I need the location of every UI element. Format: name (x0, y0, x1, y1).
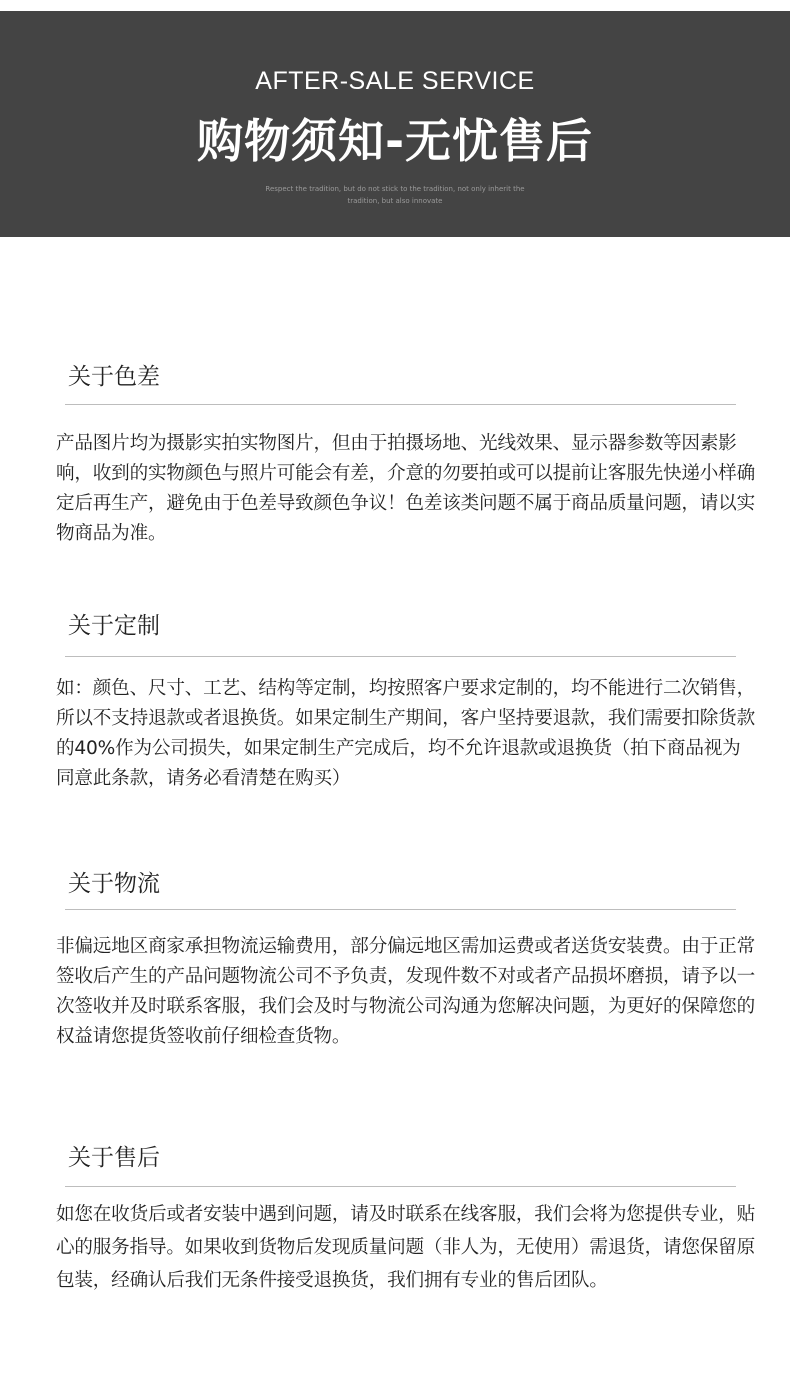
section-heading: 关于定制 (68, 613, 160, 639)
banner-tagline: Respect the tradition, but do not stick to the tradition, not only inherit the tradition, but also innovate (265, 185, 525, 205)
section-divider (65, 1186, 736, 1187)
section-divider (65, 656, 736, 657)
section-divider (65, 404, 736, 405)
section-body: 如：颜色、尺寸、工艺、结构等定制，均按照客户要求定制的，均不能进行二次销售，所以不支持退款或者退换货。如果定制生产期间，客户坚持要退款，我们需要扣除货款的40%作为公司损失，如果定制生产完成后，均不允许退款或退换货（拍下商品视为同意此条款，请务必看清楚在购买） (56, 678, 755, 789)
section-body: 如您在收货后或者安装中遇到问题，请及时联系在线客服，我们会将为您提供专业，贴心的服务指导。如果收到货物后发现质量问题（非人为，无使用）需退货，请您保留原包装，经确认后我们无条件接受退换货，我们拥有专业的售后团队。 (56, 1204, 755, 1291)
section-body: 非偏远地区商家承担物流运输费用，部分偏远地区需加运费或者送货安装费。由于正常签收后产生的产品问题物流公司不予负责，发现件数不对或者产品损坏磨损，请予以一次签收并及时联系客服，我们会及时与物流公司沟通为您解决问题，为更好的保障您的权益请您提货签收前仔细检查货物。 (56, 936, 755, 1047)
section-body: 产品图片均为摄影实拍实物图片，但由于拍摄场地、光线效果、显示器参数等因素影响，收到的实物颜色与照片可能会有差，介意的勿要拍或可以提前让客服先快递小样确定后再生产，避免由于色差导致颜色争议！色差该类问题不属于商品质量问题，请以实物商品为准。 (56, 433, 755, 544)
header-banner (0, 11, 790, 237)
section-heading: 关于色差 (68, 364, 160, 390)
section-heading: 关于物流 (68, 871, 160, 897)
section-heading: 关于售后 (68, 1145, 160, 1171)
banner-title-en: AFTER-SALE SERVICE (255, 67, 535, 95)
section-divider (65, 909, 736, 910)
banner-title-cn: 购物须知-无忧售后 (196, 114, 594, 168)
